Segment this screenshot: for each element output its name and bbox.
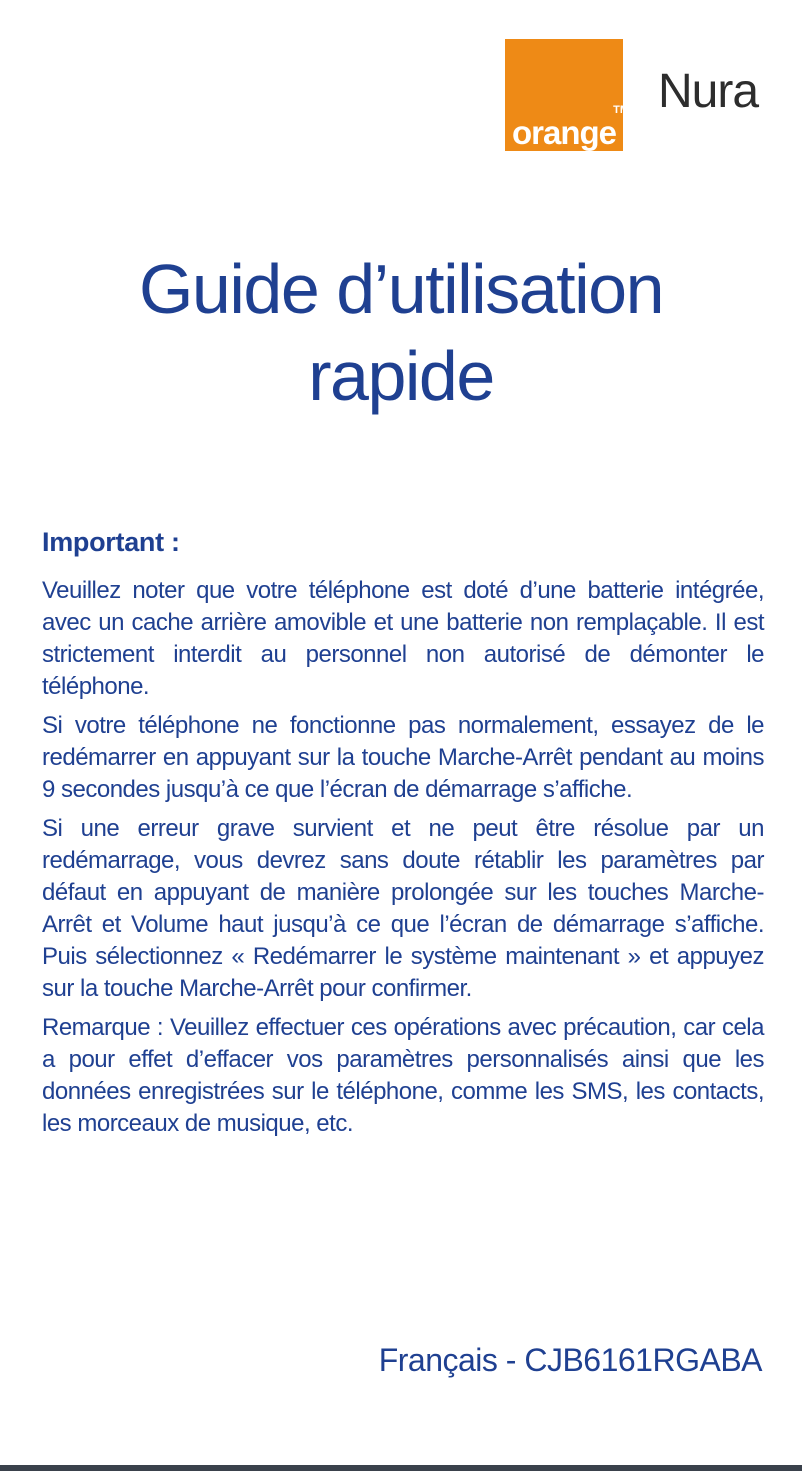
trademark-symbol: TM	[613, 104, 630, 116]
page-title	[0, 246, 802, 420]
body-paragraph-factory-reset: Si une erreur grave survient et ne peut être résolue par un redémarrage, vous devrez sans doute rétablir les paramètres par défaut en appuyant de manière prolongée sur les touches Marche-Arrêt et Volume haut jusqu’à ce que l’écran de démarrage s’affiche. Puis sélectionnez « Redémarrer le système maintenant » et appuyez sur la touche Marche-Arrêt pour confirmer.	[42, 815, 764, 1002]
language-model-code: Français - CJB6161RGABA	[378, 1342, 762, 1378]
body-paragraph-restart: Si votre téléphone ne fonctionne pas normalement, essayez de le redémarrer en appuyant sur la touche Marche-Arrêt pendant au moins 9 secondes jusqu’à ce que l’écran de démarrage s’affiche.	[42, 712, 764, 803]
body-content	[42, 527, 764, 1140]
important-heading: Important :	[42, 527, 180, 557]
page-title-line-2: rapide	[308, 337, 494, 415]
orange-wordmark-text: orange	[512, 114, 617, 151]
orange-logo	[505, 39, 630, 151]
bottom-edge-bar	[0, 1465, 802, 1471]
orange-wordmark	[512, 104, 630, 151]
page-title-line-1: Guide d’utilisation	[138, 250, 664, 328]
body-paragraph-battery: Veuillez noter que votre téléphone est doté d’une batterie intégrée, avec un cache arrière amovible et une batterie non remplaçable. Il est strictement interdit au personnel non autorisé de démonter le téléphone.	[42, 577, 764, 700]
body-paragraph-remark: Remarque : Veuillez effectuer ces opérations avec précaution, car cela a pour effet d’effacer vos paramètres personnalisés ainsi que les données enregistrées sur le téléphone, comme les SMS, les contacts, les morceaux de musique, etc.	[42, 1014, 764, 1137]
product-name: Nura	[658, 65, 759, 118]
